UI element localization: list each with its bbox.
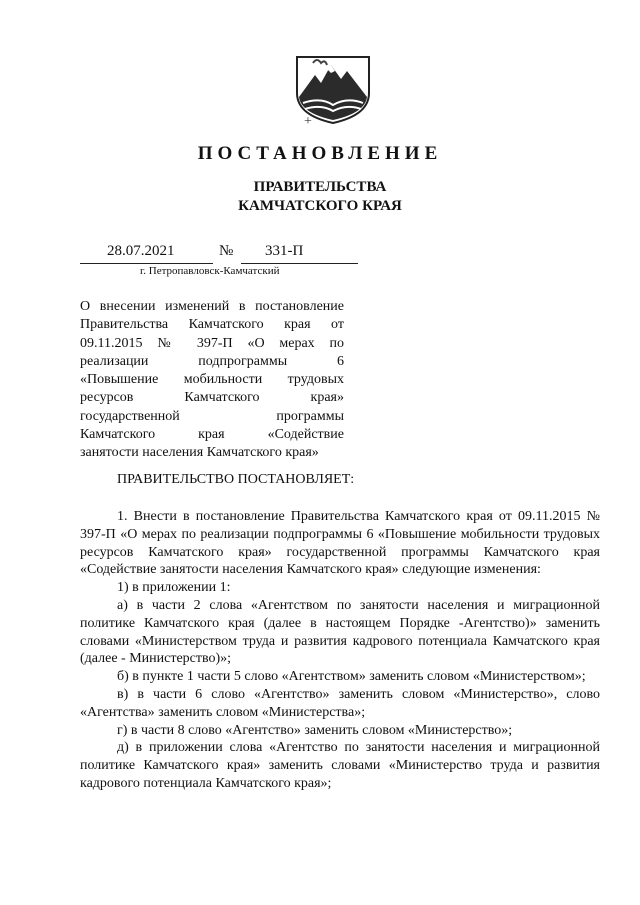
subject-line: ресурсов Камчатского края» (80, 390, 344, 406)
scan-mark: + (304, 114, 312, 129)
number-underline (241, 263, 358, 264)
body-paragraph: в) в части 6 слово «Агентство» заменить словом «Министерство», слово «Агентства» заменить словом «Министерства»; (80, 686, 600, 720)
issuer-block (0, 178, 640, 216)
subject-block (80, 298, 344, 463)
subject-line: О внесении изменений в постановление (80, 299, 344, 314)
body-paragraph: д) в приложении слова «Агентство по занятости населения и миграционной политике Камчатского края» заменить словами «Министерство труда и развития кадрового потенциала Камчатского края»; (80, 740, 600, 791)
body-paragraph: 1. Внести в постановление Правительства Камчатского края от 09.11.2015 № 397-П «О мерах по реализации подпрограммы 6 «Повышение мобильности трудовых ресурсов Камчатского края» государственной программы Камчатского края «Содействие занятости населения Камчатского края» следующие изменения: (80, 509, 600, 578)
subject-line: государственной программы (80, 408, 344, 424)
number-sign: № (219, 243, 234, 259)
resolution-heading: ПРАВИТЕЛЬСТВО ПОСТАНОВЛЯЕТ: (117, 472, 355, 487)
subject-line: «Повышение мобильности трудовых (80, 372, 344, 388)
body-paragraph: б) в пункте 1 части 5 слово «Агентством» заменить словом «Министерством»; (117, 669, 586, 685)
body-paragraph: а) в части 2 слова «Агентством по занятости населения и миграционной политике Камчатского края (далее в настоящем Порядке -Агентство)» заменить словами «Министерством труда и развития кадрового потенциала Камчатского края (далее - Министерство)»; (80, 597, 600, 667)
subject-line: 09.11.2015 № 397-П «О мерах по (80, 335, 344, 351)
issuer-line-2: КАМЧАТСКОГО КРАЯ (238, 198, 402, 214)
issue-city: г. Петропавловск-Камчатский (140, 265, 280, 277)
document-type-title: ПОСТАНОВЛЕНИЕ (197, 143, 443, 164)
body-paragraph: 1) в приложении 1: (117, 580, 231, 596)
subject-line: Правительства Камчатского края от (80, 317, 344, 333)
subject-line: реализации подпрограммы 6 (80, 353, 344, 369)
subject-line: Камчатского края «Содействие (80, 427, 344, 443)
date-underline (80, 263, 213, 264)
subject-line: занятости населения Камчатского края» (80, 445, 319, 461)
document-number: 331-П (265, 243, 304, 259)
document-date: 28.07.2021 (107, 243, 175, 259)
document-body (80, 508, 600, 793)
body-paragraph: г) в части 8 слово «Агентство» заменить словом «Министерство»; (117, 722, 513, 738)
issuer-line-1: ПРАВИТЕЛЬСТВА (253, 179, 387, 195)
